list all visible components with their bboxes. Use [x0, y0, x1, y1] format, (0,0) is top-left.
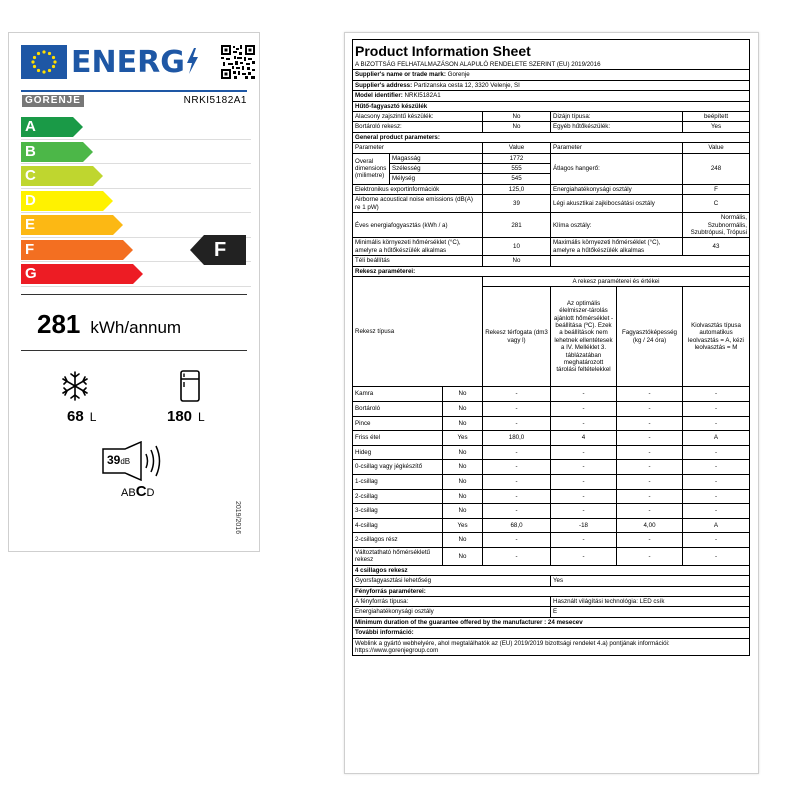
- cell-label: Energiahatékonysági osztály: [353, 607, 551, 617]
- compartment-volume: 180,0: [483, 431, 551, 446]
- compartment-freeze: -: [617, 547, 683, 565]
- energy-wordmark: ENERG: [71, 43, 199, 83]
- cell-label: Gyorsfagyasztási lehetőség: [353, 576, 551, 586]
- cell-value: beépített: [683, 112, 750, 122]
- brand-name: GORENJE: [22, 95, 84, 107]
- compartment-row: [353, 504, 750, 519]
- cell-label: Átlagos hangerő:: [551, 153, 683, 184]
- annual-energy-unit: kWh/annum: [90, 318, 182, 337]
- qr-code-icon: [221, 45, 255, 79]
- compartment-defrost: A: [683, 518, 750, 533]
- section-header: Rekesz paraméterei:: [353, 266, 750, 276]
- compartment-name: Változtatható hőmérsékletű rekesz: [353, 547, 443, 565]
- noise-class-scale: ABCD: [121, 483, 155, 500]
- compartment-defrost: A: [683, 431, 750, 446]
- cell-label: Téli beállítás: [353, 256, 483, 266]
- cell-label: Egyéb hűtőkészülék:: [551, 122, 683, 132]
- compartment-row: [353, 387, 750, 402]
- compartment-name: 4-csillag: [353, 518, 443, 533]
- compartment-present: No: [443, 533, 483, 548]
- compartment-row: [353, 401, 750, 416]
- section-header: Fényforrás paraméterei:: [353, 586, 750, 596]
- cell-label: Maximális környezeti hőmérséklet (°C), amelyre a hűtőkészülék alkalmas: [551, 238, 683, 256]
- regulation-number: 2019/2016: [234, 501, 241, 535]
- scale-letter-c: C: [25, 167, 36, 184]
- scale-letter-f: F: [25, 240, 35, 258]
- cell-value: Normális, Szubnormális, Szubtrópusi, Trópusi: [683, 213, 750, 238]
- compartment-name: Friss étel: [353, 431, 443, 446]
- compartment-freeze: -: [617, 533, 683, 548]
- scale-bar-e: [21, 215, 125, 235]
- label-header: [21, 43, 251, 87]
- compartment-freeze: -: [617, 460, 683, 475]
- info-table: [352, 39, 750, 656]
- compartment-present: No: [443, 401, 483, 416]
- scale-letter-e: E: [25, 216, 36, 233]
- compartment-row: [353, 533, 750, 548]
- cell-label: Overal dimensions (milimetre): [353, 153, 390, 184]
- scale-letter-b: B: [25, 142, 36, 160]
- cell-label: Bortároló rekesz:: [353, 122, 483, 132]
- scale-rule: [21, 286, 251, 287]
- compartment-name: 2-csillag: [353, 489, 443, 504]
- section-header: 4 csillagos rekesz: [353, 565, 750, 575]
- cell-value: No: [483, 256, 551, 266]
- cell-value: No: [483, 122, 551, 132]
- compartment-defrost: -: [683, 416, 750, 431]
- compartment-defrost: -: [683, 474, 750, 489]
- cell-label: Légi akusztikai zajkibocsátási osztály: [551, 195, 683, 213]
- compartment-volume: -: [483, 547, 551, 565]
- supplier-address-row: Supplier's address: Partizanska cesta 12, 3320 Velenje, SI: [353, 80, 750, 90]
- annual-energy-value: 281: [37, 309, 81, 339]
- compartment-temp: -: [551, 474, 617, 489]
- compartment-defrost: -: [683, 387, 750, 402]
- scale-rule: [21, 163, 251, 164]
- compartment-volume: 68,0: [483, 518, 551, 533]
- noise-value: 39dB: [107, 453, 131, 467]
- scale-letter-d: D: [25, 191, 36, 209]
- compartment-name: Bortároló: [353, 401, 443, 416]
- compartment-volume: -: [483, 533, 551, 548]
- compartment-name: 2-csillagos rész: [353, 533, 443, 548]
- compartment-name: 3-csillag: [353, 504, 443, 519]
- compartment-freeze: -: [617, 431, 683, 446]
- compartment-name: 1-csillag: [353, 474, 443, 489]
- compartment-defrost: -: [683, 533, 750, 548]
- compartment-volume: -: [483, 401, 551, 416]
- weblink[interactable]: https://www.gorenjegroup.com: [355, 646, 439, 654]
- guarantee-row: Minimum duration of the guarantee offered by the manufacturer : 24 mesecev: [353, 617, 750, 627]
- cell-label: Airborne acoustical noise emissions (dB(A) re 1 pW): [353, 195, 483, 213]
- column-header: Rekesz térfogata (dm3 vagy l): [483, 287, 551, 387]
- cell-label: Mélység: [390, 174, 483, 184]
- sheet-subtitle: A BIZOTTSÁG FELHATALMAZÁSON ALAPULÓ RENDELETE SZERINT (EU) 2019/2016: [353, 60, 750, 70]
- column-header: Value: [483, 143, 551, 153]
- section-header: General product parameters:: [353, 132, 750, 142]
- compartment-freeze: -: [617, 401, 683, 416]
- compartment-temp: -: [551, 547, 617, 565]
- compartment-row: [353, 431, 750, 446]
- cell-value: 248: [683, 153, 750, 184]
- compartment-defrost: -: [683, 504, 750, 519]
- cell-label: Magasság: [390, 153, 483, 163]
- divider: [21, 294, 247, 295]
- column-header: Parameter: [353, 143, 483, 153]
- fridge-icon: [179, 369, 201, 403]
- cell-label: Éves energiafogyasztás (kWh / a): [353, 213, 483, 238]
- cell-value: 43: [683, 238, 750, 256]
- compartment-defrost: -: [683, 445, 750, 460]
- compartment-temp: -: [551, 533, 617, 548]
- compartment-present: Yes: [443, 431, 483, 446]
- compartment-freeze: -: [617, 474, 683, 489]
- cell-value: C: [683, 195, 750, 213]
- section-header: További információ:: [353, 628, 750, 638]
- cell-value: No: [483, 112, 551, 122]
- supplier-name-row: Supplier's name or trade mark: Gorenje: [353, 70, 750, 80]
- compartment-row: [353, 416, 750, 431]
- cell-label: Dizájn típusa:: [551, 112, 683, 122]
- scale-letter-g: G: [25, 265, 37, 282]
- compartment-temp: -18: [551, 518, 617, 533]
- cell-label: Minimális környezeti hőmérséklet (°C), amelyre a hűtőkészülék alkalmas: [353, 238, 483, 256]
- cell-value: Yes: [551, 576, 750, 586]
- cell-label: A fényforrás típusa:: [353, 596, 551, 606]
- compartment-temp: -: [551, 416, 617, 431]
- compartment-present: Yes: [443, 518, 483, 533]
- empty-cell: [551, 256, 750, 266]
- product-information-sheet: [344, 32, 759, 774]
- scale-rule: [21, 188, 251, 189]
- compartment-volume: -: [483, 489, 551, 504]
- annual-energy: [37, 309, 181, 340]
- compartment-temp: -: [551, 401, 617, 416]
- compartment-row: [353, 445, 750, 460]
- compartment-freeze: -: [617, 416, 683, 431]
- compartment-name: Hideg: [353, 445, 443, 460]
- cell-value: E: [551, 607, 750, 617]
- freezer-volume: 68 L: [67, 408, 97, 425]
- column-header: Az optimális élelmiszer-tárolás ajánlott hőmérséklet -beállítása (ºC). Ezek a beállítások nem lehetnek ellentétesek a IV. Melléklet 3. táblázatában meghatározott tárolási feltételekkel: [551, 287, 617, 387]
- compartment-name: Kamra: [353, 387, 443, 402]
- compartment-present: No: [443, 460, 483, 475]
- fridge-volume: 180 L: [167, 408, 205, 425]
- cell-label: Elektronikus exportinformációk: [353, 184, 483, 194]
- cell-label: Szélesség: [390, 164, 483, 174]
- lightning-icon: [185, 48, 199, 74]
- compartment-volume: -: [483, 460, 551, 475]
- column-header: Rekesz típusa: [353, 276, 483, 386]
- column-header: A rekesz paraméterei és értékei: [483, 276, 750, 286]
- compartment-volume: -: [483, 445, 551, 460]
- compartment-row: [353, 474, 750, 489]
- compartment-rows: [353, 387, 750, 565]
- model-row: Model identifier: NRKI5182A1: [353, 91, 750, 101]
- divider: [21, 350, 247, 351]
- compartment-freeze: -: [617, 445, 683, 460]
- column-header: Value: [683, 143, 750, 153]
- compartment-volume: -: [483, 387, 551, 402]
- weblink-row: Weblink a gyártó webhelyére, ahol megtalálhatók az (EU) 2019/2019 bizottsági rendelet 4.a) pontjának információi: https://www.gorenjegroup.com: [353, 638, 750, 656]
- cell-value: 1772: [483, 153, 551, 163]
- compartment-present: No: [443, 387, 483, 402]
- compartment-volume: -: [483, 474, 551, 489]
- compartment-present: No: [443, 547, 483, 565]
- eu-flag-icon: [21, 45, 67, 79]
- scale-rule: [21, 139, 251, 140]
- model-number: NRKI5182A1: [183, 95, 247, 106]
- cell-value: 555: [483, 164, 551, 174]
- column-header: Fagyasztóképesség (kg / 24 óra): [617, 287, 683, 387]
- compartment-freeze: -: [617, 489, 683, 504]
- compartment-name: Pince: [353, 416, 443, 431]
- compartment-name: 0-csillag vagy jégkészítő: [353, 460, 443, 475]
- compartment-row: [353, 489, 750, 504]
- compartment-present: No: [443, 445, 483, 460]
- compartment-temp: 4: [551, 431, 617, 446]
- scale-rule: [21, 212, 251, 213]
- compartment-row: [353, 547, 750, 565]
- cell-value: Használt világítási technológia: LED csík: [551, 596, 750, 606]
- compartment-row: [353, 518, 750, 533]
- scale-bar-g: [21, 264, 145, 284]
- cell-value: 545: [483, 174, 551, 184]
- column-header: Kiolvasztás típusa automatikus leolvasztás = A, kézi leolvasztás = M: [683, 287, 750, 387]
- compartment-temp: -: [551, 387, 617, 402]
- cell-value: 10: [483, 238, 551, 256]
- snowflake-icon: [61, 371, 89, 401]
- compartment-defrost: -: [683, 401, 750, 416]
- sheet-title: Product Information Sheet: [355, 43, 531, 59]
- cell-label: Klíma osztály:: [551, 213, 683, 238]
- compartment-row: [353, 460, 750, 475]
- cell-label: Energiahatékonysági osztály: [551, 184, 683, 194]
- cell-value: F: [683, 184, 750, 194]
- header-rule: [21, 90, 247, 92]
- energy-class-letter: F: [214, 239, 227, 261]
- compartment-volume: -: [483, 416, 551, 431]
- column-header: Parameter: [551, 143, 683, 153]
- compartment-freeze: 4,00: [617, 518, 683, 533]
- compartment-temp: -: [551, 489, 617, 504]
- compartment-defrost: -: [683, 460, 750, 475]
- compartment-temp: -: [551, 445, 617, 460]
- compartment-temp: -: [551, 460, 617, 475]
- compartment-defrost: -: [683, 489, 750, 504]
- section-header: Hűtő-fagyasztó készülék: [353, 101, 750, 111]
- compartment-present: No: [443, 474, 483, 489]
- compartment-temp: -: [551, 504, 617, 519]
- compartment-present: No: [443, 489, 483, 504]
- energy-label: [8, 32, 260, 552]
- compartment-freeze: -: [617, 504, 683, 519]
- scale-letter-a: A: [25, 118, 36, 135]
- cell-value: 281: [483, 213, 551, 238]
- cell-value: 39: [483, 195, 551, 213]
- compartment-volume: -: [483, 504, 551, 519]
- cell-value: 125,0: [483, 184, 551, 194]
- compartment-present: No: [443, 416, 483, 431]
- cell-value: Yes: [683, 122, 750, 132]
- compartment-present: No: [443, 504, 483, 519]
- cell-label: Alacsony zajszintű készülék:: [353, 112, 483, 122]
- scale-bar-f: [21, 240, 135, 260]
- compartment-freeze: -: [617, 387, 683, 402]
- compartment-defrost: -: [683, 547, 750, 565]
